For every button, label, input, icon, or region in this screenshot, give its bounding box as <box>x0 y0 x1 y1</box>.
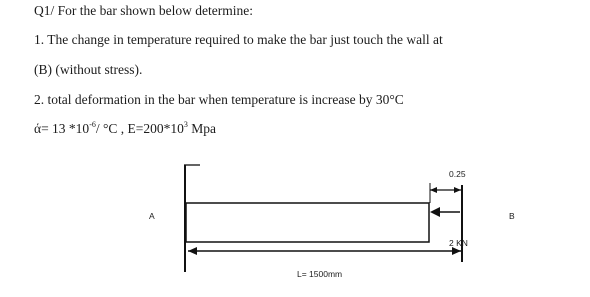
alpha-exponent: -6 <box>89 120 96 129</box>
bar <box>186 203 429 242</box>
modulus-exponent: 3 <box>183 120 188 129</box>
gap-label: 0.25 <box>449 169 466 179</box>
length-arrowhead-left <box>188 247 197 255</box>
question-item-2: 2. total deformation in the bar when temperature is increase by 30°C <box>34 92 404 107</box>
length-arrowhead-right <box>452 247 461 255</box>
question-item-1-line-2: (B) (without stress). <box>34 62 143 77</box>
question-item-1-line-1: 1. The change in temperature required to make the bar just touch the wall at <box>34 32 443 47</box>
label-b: B <box>509 211 515 221</box>
length-label: L= 1500mm <box>297 269 343 279</box>
gap-arrowhead-left <box>430 187 437 193</box>
label-a: A <box>149 211 155 221</box>
force-label: 2 KN <box>449 238 468 248</box>
gap-arrowhead-right <box>454 187 461 193</box>
alpha-unit: / °C , E=200*10 <box>95 121 184 136</box>
question-heading: Q1/ For the bar shown below determine: <box>34 3 253 18</box>
modulus-unit: Mpa <box>187 121 216 136</box>
alpha-prefix: ά= 13 *10 <box>34 121 90 136</box>
force-arrowhead <box>430 207 440 217</box>
